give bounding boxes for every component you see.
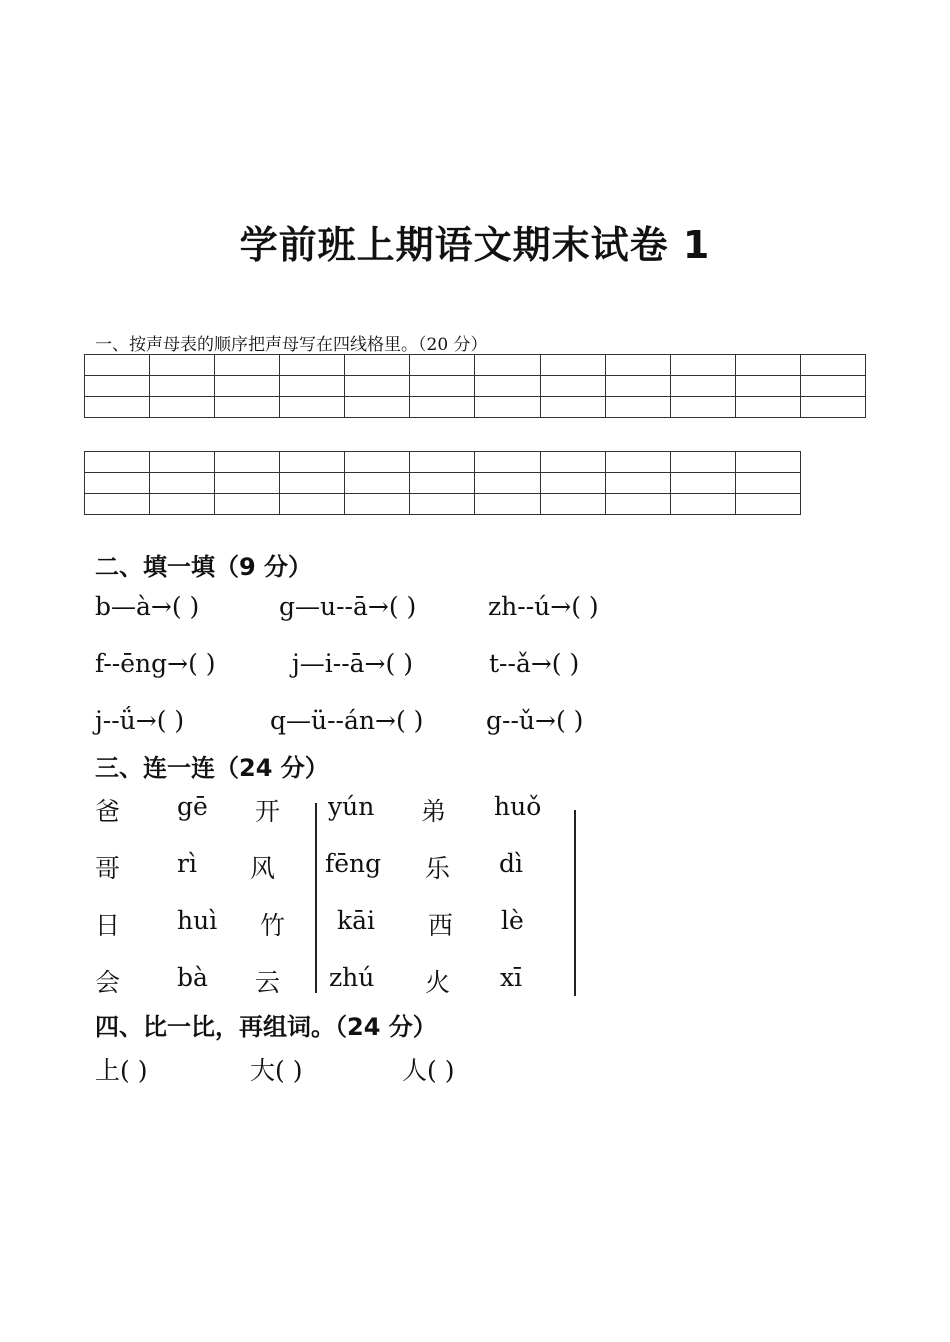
- link-item[interactable]: fēng: [325, 849, 382, 878]
- link-item[interactable]: 开: [255, 797, 281, 826]
- grid-cell[interactable]: [800, 376, 865, 397]
- section2-heading: 二、填一填（9 分）: [95, 553, 313, 581]
- grid-cell[interactable]: [605, 355, 670, 376]
- grid-cell[interactable]: [150, 494, 215, 515]
- fill-item: f--ēng→( ): [95, 649, 216, 678]
- grid-cell[interactable]: [735, 494, 800, 515]
- four-line-grid-1[interactable]: [84, 354, 866, 418]
- grid-cell[interactable]: [345, 473, 410, 494]
- grid-cell[interactable]: [670, 452, 735, 473]
- grid-row: [85, 376, 866, 397]
- word-item[interactable]: 人( ): [402, 1056, 455, 1085]
- grid-cell[interactable]: [215, 494, 280, 515]
- grid-cell[interactable]: [85, 376, 150, 397]
- grid-cell[interactable]: [345, 397, 410, 418]
- grid-cell[interactable]: [85, 355, 150, 376]
- grid-cell[interactable]: [670, 376, 735, 397]
- link-item[interactable]: 西: [428, 911, 454, 940]
- grid-cell[interactable]: [150, 452, 215, 473]
- grid-cell[interactable]: [540, 355, 605, 376]
- fill-item: zh--ú→( ): [488, 592, 599, 621]
- grid-cell[interactable]: [280, 355, 345, 376]
- grid-cell[interactable]: [605, 494, 670, 515]
- grid-cell[interactable]: [280, 452, 345, 473]
- divider-line: [315, 803, 317, 993]
- link-item[interactable]: dì: [499, 849, 523, 878]
- grid-cell[interactable]: [540, 397, 605, 418]
- fill-item: q—ü--án→( ): [270, 706, 424, 735]
- grid-cell[interactable]: [605, 397, 670, 418]
- link-item[interactable]: gē: [177, 792, 208, 821]
- grid-cell[interactable]: [410, 473, 475, 494]
- link-item[interactable]: bà: [177, 963, 208, 992]
- grid-cell[interactable]: [280, 376, 345, 397]
- grid-cell[interactable]: [475, 355, 540, 376]
- grid-cell[interactable]: [215, 397, 280, 418]
- grid-cell[interactable]: [85, 397, 150, 418]
- four-line-grid-2[interactable]: [84, 451, 801, 515]
- grid-cell[interactable]: [410, 355, 475, 376]
- grid-cell[interactable]: [735, 397, 800, 418]
- grid-cell[interactable]: [670, 355, 735, 376]
- grid-cell[interactable]: [280, 397, 345, 418]
- link-item[interactable]: 火: [425, 968, 451, 997]
- grid-cell[interactable]: [540, 473, 605, 494]
- link-item[interactable]: 竹: [260, 911, 286, 940]
- link-item[interactable]: 爸: [95, 797, 121, 826]
- fill-item: g—u--ā→( ): [279, 592, 417, 621]
- grid-cell[interactable]: [605, 376, 670, 397]
- grid-cell[interactable]: [345, 376, 410, 397]
- grid-cell[interactable]: [410, 397, 475, 418]
- word-item[interactable]: 大( ): [250, 1056, 303, 1085]
- grid-row: [85, 473, 801, 494]
- link-item[interactable]: huǒ: [494, 792, 542, 821]
- grid-cell[interactable]: [800, 355, 865, 376]
- link-item[interactable]: 弟: [421, 797, 447, 826]
- word-item[interactable]: 上( ): [95, 1056, 148, 1085]
- fill-item: b—à→( ): [95, 592, 200, 621]
- grid-cell[interactable]: [150, 473, 215, 494]
- section1-heading: 一、按声母表的顺序把声母写在四线格里。（20 分）: [95, 335, 488, 355]
- grid-cell[interactable]: [670, 473, 735, 494]
- grid-cell[interactable]: [735, 355, 800, 376]
- grid-cell[interactable]: [85, 494, 150, 515]
- link-item[interactable]: yún: [328, 792, 375, 821]
- divider-line: [574, 810, 576, 996]
- grid-cell[interactable]: [150, 355, 215, 376]
- grid-cell[interactable]: [540, 376, 605, 397]
- grid-cell[interactable]: [280, 473, 345, 494]
- grid-row: [85, 355, 866, 376]
- link-item[interactable]: 风: [250, 854, 276, 883]
- grid-cell[interactable]: [410, 452, 475, 473]
- page-title: 学前班上期语文期末试卷 1: [239, 223, 711, 267]
- grid-cell[interactable]: [800, 397, 865, 418]
- grid-cell[interactable]: [215, 355, 280, 376]
- grid-cell[interactable]: [215, 452, 280, 473]
- grid-cell[interactable]: [670, 494, 735, 515]
- grid-cell[interactable]: [735, 376, 800, 397]
- grid-cell[interactable]: [475, 452, 540, 473]
- grid-cell[interactable]: [475, 494, 540, 515]
- grid-cell[interactable]: [345, 355, 410, 376]
- grid-cell[interactable]: [345, 494, 410, 515]
- link-item[interactable]: kāi: [337, 906, 376, 935]
- grid-cell[interactable]: [150, 397, 215, 418]
- grid-cell[interactable]: [475, 473, 540, 494]
- link-item[interactable]: xī: [500, 963, 523, 992]
- grid-cell[interactable]: [345, 452, 410, 473]
- grid-cell[interactable]: [150, 376, 215, 397]
- grid-cell[interactable]: [215, 473, 280, 494]
- fill-item: t--ǎ→( ): [489, 649, 580, 678]
- grid-cell[interactable]: [605, 452, 670, 473]
- grid-cell[interactable]: [735, 473, 800, 494]
- link-item[interactable]: 日: [95, 911, 121, 940]
- grid-cell[interactable]: [85, 473, 150, 494]
- grid-cell[interactable]: [410, 376, 475, 397]
- grid-cell[interactable]: [540, 494, 605, 515]
- link-item[interactable]: lè: [501, 906, 524, 935]
- grid-cell[interactable]: [670, 397, 735, 418]
- grid-cell[interactable]: [475, 376, 540, 397]
- section3-heading: 三、连一连（24 分）: [95, 754, 329, 782]
- grid-row: [85, 494, 801, 515]
- link-item[interactable]: 云: [255, 968, 281, 997]
- link-item[interactable]: 会: [95, 968, 121, 997]
- grid-cell[interactable]: [540, 452, 605, 473]
- link-item[interactable]: 哥: [95, 854, 121, 883]
- grid-cell[interactable]: [605, 473, 670, 494]
- grid-cell[interactable]: [215, 376, 280, 397]
- fill-item: g--ǔ→( ): [486, 706, 584, 735]
- grid-cell[interactable]: [735, 452, 800, 473]
- grid-row: [85, 452, 801, 473]
- grid-row: [85, 397, 866, 418]
- link-item[interactable]: huì: [177, 906, 218, 935]
- grid-cell[interactable]: [410, 494, 475, 515]
- fill-item: j—i--ā→( ): [292, 649, 413, 678]
- grid-cell[interactable]: [475, 397, 540, 418]
- fill-item: j--ǘ→( ): [95, 706, 185, 735]
- grid-cell[interactable]: [85, 452, 150, 473]
- link-item[interactable]: rì: [177, 849, 197, 878]
- link-item[interactable]: 乐: [425, 854, 451, 883]
- section4-heading: 四、比一比，再组词。（24 分）: [95, 1013, 437, 1041]
- grid-cell[interactable]: [280, 494, 345, 515]
- link-item[interactable]: zhú: [329, 963, 375, 992]
